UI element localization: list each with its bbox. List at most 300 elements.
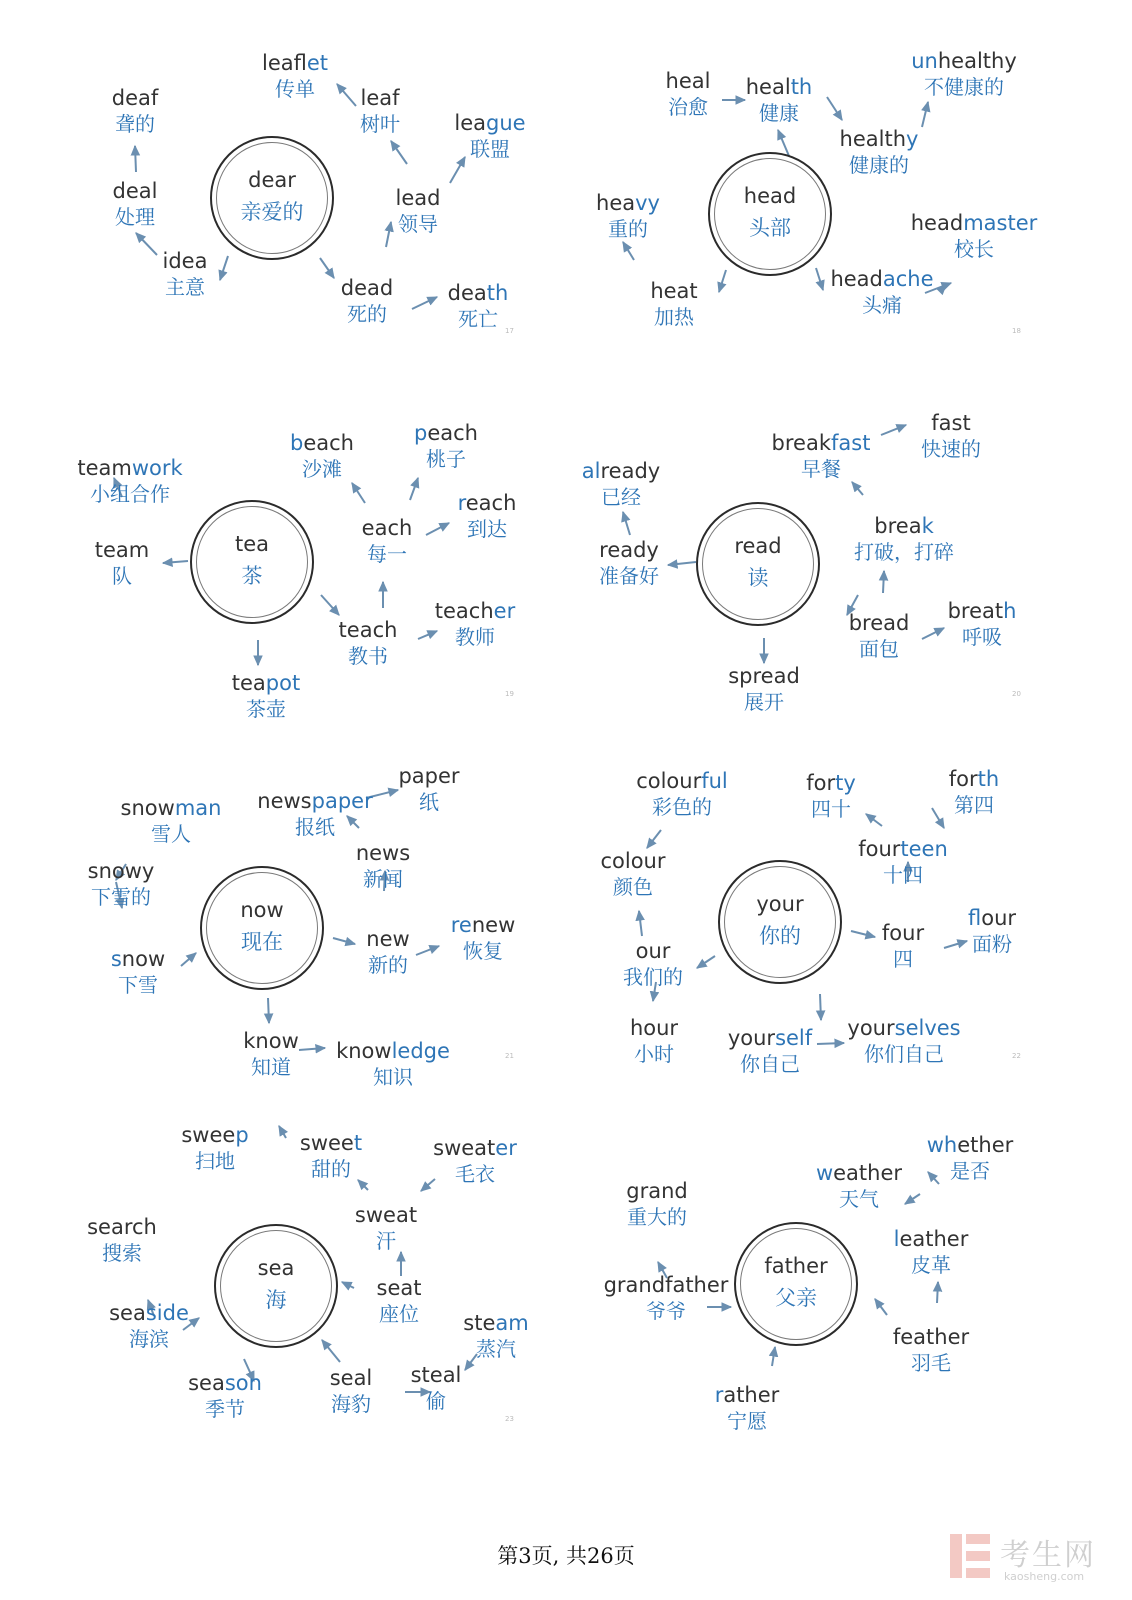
word-chinese: 知识 — [373, 1065, 413, 1089]
word-english — [410, 110, 570, 136]
word-chinese: 海豹 — [331, 1392, 371, 1416]
word-chinese: 到达 — [467, 517, 507, 541]
word-node — [586, 1272, 746, 1324]
word-english-highlight: w — [815, 1161, 834, 1185]
word-english-highlight: pot — [265, 671, 301, 695]
word-english-part: teach — [434, 599, 494, 623]
word-chinese: 死的 — [347, 302, 387, 326]
word-node — [799, 126, 959, 178]
word-english-part: our — [981, 906, 1017, 930]
word-english-part: seal — [329, 1366, 373, 1390]
word-english — [215, 50, 375, 76]
word-map-panel — [0, 1122, 566, 1492]
word-node — [313, 1038, 473, 1090]
page-footer: 第3页, 共26页 — [497, 1544, 635, 1568]
word-english — [884, 48, 1044, 74]
slide-number: 19 — [505, 690, 514, 698]
word-english-part: f — [892, 1325, 901, 1349]
word-english-part: grand — [603, 1273, 666, 1297]
word-english — [851, 1324, 1011, 1350]
word-node — [884, 48, 1044, 100]
center-word-zh: 你的 — [759, 924, 801, 948]
word-node — [69, 1300, 229, 1352]
word-english-part: bread — [848, 611, 910, 635]
word-map-panel — [0, 30, 566, 400]
word-english — [577, 1178, 737, 1204]
word-english-highlight: ledge — [391, 1039, 450, 1063]
word-english-part: spread — [728, 664, 800, 688]
word-node — [684, 663, 844, 715]
word-chinese: 展开 — [744, 690, 784, 714]
word-chinese: 毛衣 — [455, 1162, 495, 1186]
center-word-circle — [734, 1222, 858, 1346]
word-english-part: healthy — [937, 49, 1017, 73]
center-word-circle — [696, 502, 820, 626]
word-node — [823, 836, 983, 888]
word-chinese: 健康的 — [849, 153, 909, 177]
word-english-highlight: ty — [835, 771, 856, 795]
word-english-highlight: al — [581, 459, 601, 483]
word-node — [824, 1015, 984, 1067]
word-english-part: fast — [931, 411, 971, 435]
word-english-part: ready — [599, 538, 659, 562]
word-english-part: new — [471, 913, 516, 937]
slide-number: 22 — [1012, 1052, 1021, 1060]
word-english — [902, 598, 1062, 624]
word-node — [251, 1130, 411, 1182]
word-chinese: 快速的 — [921, 437, 981, 461]
word-chinese: 新的 — [368, 953, 408, 977]
word-chinese: 四 — [893, 947, 913, 971]
word-chinese: 加热 — [654, 305, 694, 329]
center-word-circle — [210, 136, 334, 260]
center-word-en: your — [756, 892, 804, 916]
center-word-zh: 头部 — [749, 216, 791, 240]
word-english-part: break — [771, 431, 831, 455]
center-word-en: sea — [257, 1256, 295, 1280]
word-english-part: dead — [340, 276, 394, 300]
word-english-part: snowy — [87, 859, 155, 883]
word-english-part: team — [94, 538, 150, 562]
word-node — [55, 85, 215, 137]
word-english — [894, 766, 1054, 792]
word-chinese: 小时 — [634, 1042, 674, 1066]
center-word-en: father — [764, 1254, 828, 1278]
word-english — [802, 266, 962, 292]
word-node — [55, 178, 215, 230]
word-english-part: deaf — [111, 86, 159, 110]
arrow — [772, 1347, 775, 1366]
word-node — [50, 455, 210, 507]
word-english — [308, 926, 468, 952]
word-english — [416, 1310, 576, 1336]
center-word-en: read — [734, 534, 782, 558]
word-english-part: news — [355, 841, 411, 865]
word-node — [395, 1135, 555, 1187]
word-chinese: 头痛 — [862, 293, 902, 317]
word-node — [186, 670, 346, 722]
word-chinese: 每一 — [367, 542, 407, 566]
word-node — [398, 280, 558, 332]
word-chinese: 天气 — [839, 1187, 879, 1211]
word-english-part: eather — [900, 1325, 970, 1349]
word-english-part: lead — [395, 186, 441, 210]
word-english-part: now — [121, 947, 166, 971]
word-english — [824, 513, 984, 539]
word-english-highlight: er — [493, 599, 516, 623]
word-chinese: 领导 — [398, 212, 438, 236]
word-node — [741, 430, 901, 482]
word-node — [548, 190, 708, 242]
word-chinese: 健康 — [759, 101, 799, 125]
word-node — [851, 1324, 1011, 1376]
word-english-part: grand — [626, 1179, 688, 1203]
word-map-panel — [0, 758, 566, 1128]
word-chinese: 呼吸 — [962, 625, 1002, 649]
word-english — [548, 190, 708, 216]
word-chinese: 不健康的 — [924, 75, 1004, 99]
word-english-part: hea — [596, 191, 636, 215]
word-english-highlight: ache — [882, 267, 934, 291]
word-english-part: eather — [833, 1161, 903, 1185]
arrow — [135, 146, 136, 172]
arrow — [391, 141, 407, 164]
word-english-part: your — [847, 1016, 895, 1040]
center-word-zh: 海 — [265, 1288, 287, 1312]
word-english-highlight: let — [306, 51, 328, 75]
word-english-highlight: un — [911, 49, 938, 73]
word-english-highlight: b — [290, 431, 304, 455]
slide-number: 17 — [505, 327, 514, 335]
word-english — [356, 1362, 516, 1388]
arrow — [623, 512, 630, 535]
word-english-part: sea — [109, 1301, 146, 1325]
arrow — [268, 998, 269, 1023]
word-english-part: colour — [636, 769, 702, 793]
word-chinese: 桃子 — [426, 447, 466, 471]
word-chinese: 我们的 — [623, 965, 683, 989]
word-map-panel — [566, 395, 1132, 765]
word-english-highlight: selves — [894, 1016, 961, 1040]
center-word-circle — [190, 500, 314, 624]
word-english — [667, 1382, 827, 1408]
arrow — [322, 1340, 340, 1362]
word-english — [300, 85, 460, 111]
watermark-subtext: kaosheng.com — [1004, 1570, 1085, 1583]
word-node — [823, 920, 983, 972]
word-node — [42, 1214, 202, 1266]
word-node — [573, 938, 733, 990]
word-chinese: 偷 — [426, 1389, 446, 1413]
word-english-part: sweat — [433, 1136, 496, 1160]
word-node — [894, 210, 1054, 262]
word-english-part: each — [303, 431, 354, 455]
center-word-zh: 父亲 — [775, 1286, 817, 1310]
word-english — [553, 848, 713, 874]
word-chinese: 宁愿 — [727, 1409, 767, 1433]
arrow — [321, 595, 339, 615]
word-english-highlight: fl — [967, 906, 982, 930]
word-chinese: 联盟 — [470, 137, 510, 161]
word-english-highlight: fast — [831, 431, 871, 455]
word-english — [42, 1214, 202, 1240]
word-node — [824, 513, 984, 565]
word-chinese: 聋的 — [115, 112, 155, 136]
word-english-part: colour — [600, 849, 666, 873]
word-english-part: for — [948, 767, 978, 791]
word-english — [91, 795, 251, 821]
word-chinese: 是否 — [950, 1159, 990, 1183]
word-map-panel — [566, 30, 1132, 400]
word-english-part: swee — [299, 1131, 354, 1155]
word-english-highlight: p — [414, 421, 428, 445]
word-english-part: leaf — [261, 51, 307, 75]
word-node — [235, 788, 395, 840]
word-english-part: ether — [957, 1133, 1014, 1157]
word-chinese: 羽毛 — [911, 1351, 951, 1375]
word-node — [356, 1362, 516, 1414]
word-english-part: deal — [112, 179, 158, 203]
word-english-part: teach — [338, 618, 398, 642]
word-node — [410, 110, 570, 162]
word-node — [366, 420, 526, 472]
word-chinese: 已经 — [601, 485, 641, 509]
word-english — [69, 1300, 229, 1326]
arrow — [852, 482, 863, 495]
word-english-highlight: th — [790, 75, 813, 99]
word-english-highlight: er — [495, 1136, 517, 1160]
word-english — [395, 1135, 555, 1161]
word-english-part: search — [87, 1215, 157, 1239]
word-english-part: heat — [650, 279, 698, 303]
slide-number: 18 — [1012, 327, 1021, 335]
arrow — [820, 994, 821, 1020]
word-english-part: ste — [463, 1311, 496, 1335]
word-english-part: swee — [181, 1123, 236, 1147]
word-map-panel — [566, 758, 1132, 1128]
word-chinese: 下雪的 — [91, 885, 151, 909]
word-english-part: ather — [723, 1383, 780, 1407]
word-english — [366, 420, 526, 446]
word-chinese: 校长 — [954, 237, 994, 261]
word-english — [586, 1272, 746, 1298]
word-chinese: 早餐 — [801, 457, 841, 481]
center-word-zh: 读 — [747, 566, 769, 590]
word-english-part: head — [830, 267, 883, 291]
word-english — [313, 1038, 473, 1064]
word-node — [577, 1178, 737, 1230]
word-node — [602, 768, 762, 820]
word-node — [699, 74, 859, 126]
arrow — [639, 911, 642, 936]
word-english-highlight: ful — [701, 769, 728, 793]
word-node — [306, 1202, 466, 1254]
word-node — [802, 266, 962, 318]
word-english — [684, 663, 844, 689]
word-english — [851, 1226, 1011, 1252]
word-english-highlight: h — [1003, 599, 1017, 623]
word-english — [602, 768, 762, 794]
word-chinese: 蒸汽 — [476, 1337, 516, 1361]
word-english — [824, 1015, 984, 1041]
word-node — [105, 248, 265, 300]
word-english-part: sea — [188, 1371, 225, 1395]
word-english — [398, 280, 558, 306]
word-english-part: each — [361, 516, 413, 540]
word-node — [667, 1382, 827, 1434]
word-english-highlight: son — [224, 1371, 262, 1395]
word-node — [751, 770, 911, 822]
word-english-highlight: t — [353, 1131, 363, 1155]
word-english — [823, 836, 983, 862]
word-english — [890, 1132, 1050, 1158]
word-english-part: eather — [899, 1227, 969, 1251]
word-english-part: news — [257, 789, 312, 813]
word-node — [851, 1226, 1011, 1278]
word-english — [55, 85, 215, 111]
word-english-highlight: teen — [900, 837, 948, 861]
word-english-highlight: l — [893, 1227, 900, 1251]
word-english-part: paper — [398, 764, 460, 788]
word-chinese: 茶壶 — [246, 697, 286, 721]
word-english — [307, 515, 467, 541]
center-word-zh: 茶 — [241, 564, 263, 588]
word-chinese: 爷爷 — [646, 1299, 686, 1323]
word-english — [50, 455, 210, 481]
word-english-part: each — [427, 421, 478, 445]
word-node — [549, 537, 709, 589]
word-english — [58, 946, 218, 972]
center-word-en: now — [240, 898, 284, 922]
word-english-highlight: self — [775, 1026, 813, 1050]
word-node — [338, 185, 498, 237]
word-chinese: 恢复 — [463, 939, 503, 963]
word-english-part: heal — [745, 75, 791, 99]
word-node — [541, 458, 701, 510]
word-chinese: 树叶 — [360, 112, 400, 136]
word-english-part: heal — [665, 69, 711, 93]
word-english-part: brea — [874, 514, 922, 538]
slide-number: 23 — [505, 1415, 514, 1423]
word-english-part: know — [336, 1039, 392, 1063]
word-english-part: father — [665, 1273, 729, 1297]
word-english — [288, 617, 448, 643]
word-chinese: 彩色的 — [652, 795, 712, 819]
word-chinese: 四十 — [811, 797, 851, 821]
word-chinese: 扫地 — [195, 1149, 235, 1173]
word-english — [573, 938, 733, 964]
word-chinese: 教师 — [455, 625, 495, 649]
word-chinese: 十四 — [883, 863, 923, 887]
word-chinese: 纸 — [419, 790, 439, 814]
slide-number: 20 — [1012, 690, 1021, 698]
word-chinese: 你自己 — [740, 1052, 800, 1076]
word-english — [306, 1202, 466, 1228]
word-chinese: 颜色 — [613, 875, 653, 899]
word-english — [541, 458, 701, 484]
arrow — [623, 242, 634, 260]
watermark-logo-icon — [950, 1534, 990, 1578]
word-node — [308, 926, 468, 978]
word-chinese: 新闻 — [363, 867, 403, 891]
word-english-part: four — [881, 921, 925, 945]
word-english-part: team — [77, 456, 132, 480]
word-english — [41, 858, 201, 884]
word-english — [699, 74, 859, 100]
word-map-panel — [566, 1122, 1132, 1492]
word-english-highlight: master — [963, 211, 1038, 235]
word-node — [58, 946, 218, 998]
word-english-highlight: re — [450, 913, 472, 937]
word-english-highlight: th — [977, 767, 1000, 791]
word-node — [416, 1310, 576, 1362]
center-word-zh: 亲爱的 — [240, 200, 304, 224]
word-chinese: 雪人 — [151, 822, 191, 846]
word-chinese: 你们自己 — [864, 1042, 944, 1066]
arrow — [937, 1282, 938, 1303]
word-chinese: 打破，打碎 — [854, 540, 954, 564]
word-english — [55, 178, 215, 204]
word-english-part: new — [366, 927, 410, 951]
word-english-highlight: gue — [486, 111, 526, 135]
word-english-part: each — [465, 491, 517, 515]
word-chinese: 面包 — [859, 637, 899, 661]
word-english-highlight: y — [906, 127, 919, 151]
word-english-part: for — [806, 771, 836, 795]
word-chinese: 面粉 — [972, 932, 1012, 956]
word-chinese: 传单 — [275, 77, 315, 101]
word-english — [319, 1275, 479, 1301]
word-english-part: know — [243, 1029, 299, 1053]
word-english — [105, 248, 265, 274]
slide-number: 21 — [505, 1052, 514, 1060]
word-chinese: 报纸 — [295, 815, 335, 839]
word-chinese: 汗 — [376, 1229, 396, 1253]
word-english-highlight: th — [486, 281, 509, 305]
word-node — [42, 537, 202, 589]
word-node — [779, 1160, 939, 1212]
word-english-highlight: work — [131, 456, 183, 480]
word-chinese: 小组合作 — [90, 482, 170, 506]
word-english-highlight: r — [714, 1383, 724, 1407]
word-english-highlight: p — [235, 1123, 249, 1147]
word-chinese: 搜索 — [102, 1241, 142, 1265]
word-english-highlight: s — [110, 947, 122, 971]
word-english-part: idea — [162, 249, 208, 273]
word-english-highlight: w — [926, 1133, 944, 1157]
word-english — [823, 920, 983, 946]
word-english-part: four — [858, 837, 901, 861]
word-chinese: 沙滩 — [302, 457, 342, 481]
arrow — [883, 571, 884, 593]
word-english — [186, 670, 346, 696]
word-english-part: snow — [120, 796, 175, 820]
word-english-highlight: r — [457, 491, 466, 515]
word-english-highlight: side — [145, 1301, 189, 1325]
watermark-text: 考生网 — [1000, 1538, 1096, 1573]
word-node — [41, 858, 201, 910]
word-chinese: 下雪 — [118, 973, 158, 997]
word-chinese: 准备好 — [599, 564, 659, 588]
word-english-part: steal — [410, 1363, 462, 1387]
word-english — [741, 430, 901, 456]
word-english — [338, 185, 498, 211]
word-chinese: 死亡 — [458, 307, 498, 331]
word-english — [251, 1130, 411, 1156]
word-english-part: ready — [600, 459, 661, 483]
watermark — [950, 1530, 1120, 1590]
word-chinese: 季节 — [205, 1397, 245, 1421]
